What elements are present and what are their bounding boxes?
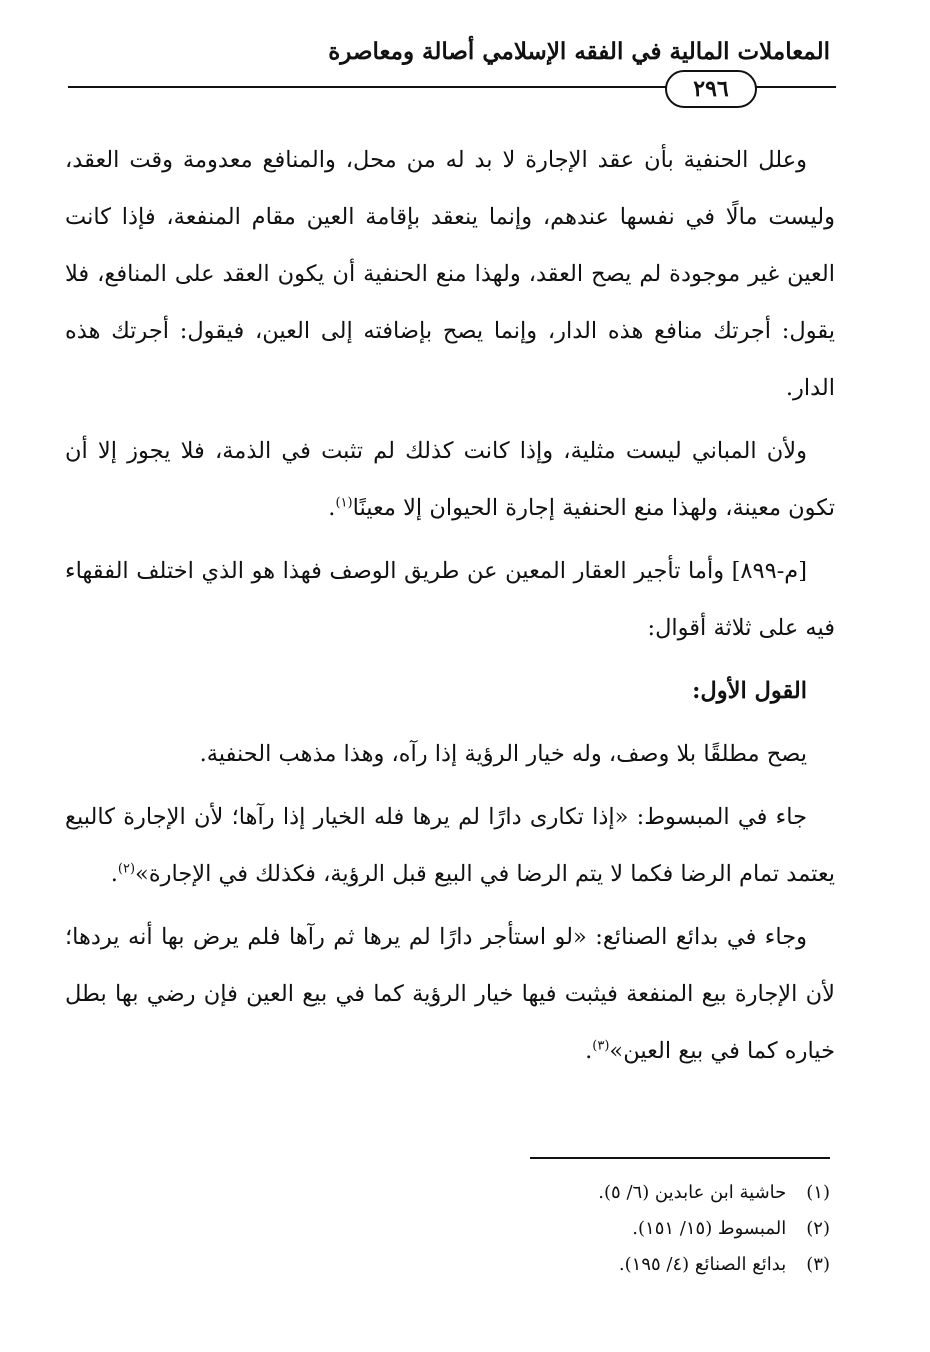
footnote-text: حاشية ابن عابدين (٦/ ٥). <box>598 1182 787 1203</box>
footnote-ref-2[interactable]: (٢) <box>117 861 136 877</box>
paragraph-first-opinion: يصح مطلقًا بلا وصف، وله خيار الرؤية إذا رآه، وهذا مذهب الحنفية. <box>199 741 807 767</box>
paragraph-end: . <box>110 861 118 887</box>
heading-first-opinion: القول الأول: <box>692 678 807 704</box>
paragraph-end: . <box>328 495 336 521</box>
paragraph-hanafi-reasoning: وعلل الحنفية بأن عقد الإجارة لا بد له من محل، والمنافع معدومة وقت العقد، وليست مالًا في نفسها عندهم، وإنما ينعقد بإقامة العين مقام المنفعة، فإذا كانت العين غير موجودة لم يصح العقد، ولهذا منع الحنفية أن يكون العقد على المنافع، فلا يقول: أجرتك منافع هذه الدار، وإنما يصح بإضافته إلى العين، فيقول: أجرتك هذه الدار. <box>65 147 835 401</box>
paragraph-mabsut-quote <box>65 789 835 903</box>
footnote-text: المبسوط (١٥/ ١٥١). <box>632 1218 787 1239</box>
footnote-ref-1[interactable]: (١) <box>335 495 353 511</box>
paragraph-badai-quote <box>65 909 835 1080</box>
main-text <box>65 132 835 1086</box>
footnote-separator <box>530 1157 830 1159</box>
footnotes <box>230 1175 830 1283</box>
running-title: المعاملات المالية في الفقه الإسلامي أصالة ومعاصرة <box>328 38 830 65</box>
paragraph-end: . <box>585 1038 593 1064</box>
footnote-1 <box>230 1175 830 1211</box>
page-number: ٢٩٦ <box>665 70 757 108</box>
footnote-number: (٣) <box>806 1254 830 1275</box>
paragraph-buildings-not-fungible <box>65 423 835 537</box>
paragraph-text: ولأن المباني ليست مثلية، وإذا كانت كذلك لم تثبت في الذمة، فلا يجوز إلا أن تكون معينة، ولهذا منع الحنفية إجارة الحيوان إلا معينًا <box>65 438 835 521</box>
paragraph-text: جاء في المبسوط: «إذا تكارى دارًا لم يرها فله الخيار إذا رآها؛ لأن الإجارة كالبيع يعتمد تمام الرضا فكما لا يتم الرضا في البيع قبل الرؤية، فكذلك في الإجارة» <box>65 804 835 887</box>
footnote-3 <box>230 1247 830 1283</box>
paragraph-text: وجاء في بدائع الصنائع: «لو استأجر دارًا لم يرها ثم رآها فلم يرض بها أنه يردها؛ لأن الإجارة بيع المنفعة فيثبت فيها خيار الرؤية كما في بيع العين فإن رضي بها بطل خياره كما في بيع العين» <box>65 924 835 1064</box>
footnote-text: بدائع الصنائع (٤/ ١٩٥). <box>618 1254 787 1275</box>
footnote-ref-3[interactable]: (٣) <box>592 1038 610 1054</box>
footnote-2 <box>230 1211 830 1247</box>
footnote-number: (٢) <box>806 1218 830 1239</box>
paragraph-issue-899: [م-٨٩٩] وأما تأجير العقار المعين عن طريق الوصف فهذا هو الذي اختلف الفقهاء فيه على ثلاثة أقوال: <box>65 558 835 641</box>
footnote-number: (١) <box>806 1182 830 1203</box>
